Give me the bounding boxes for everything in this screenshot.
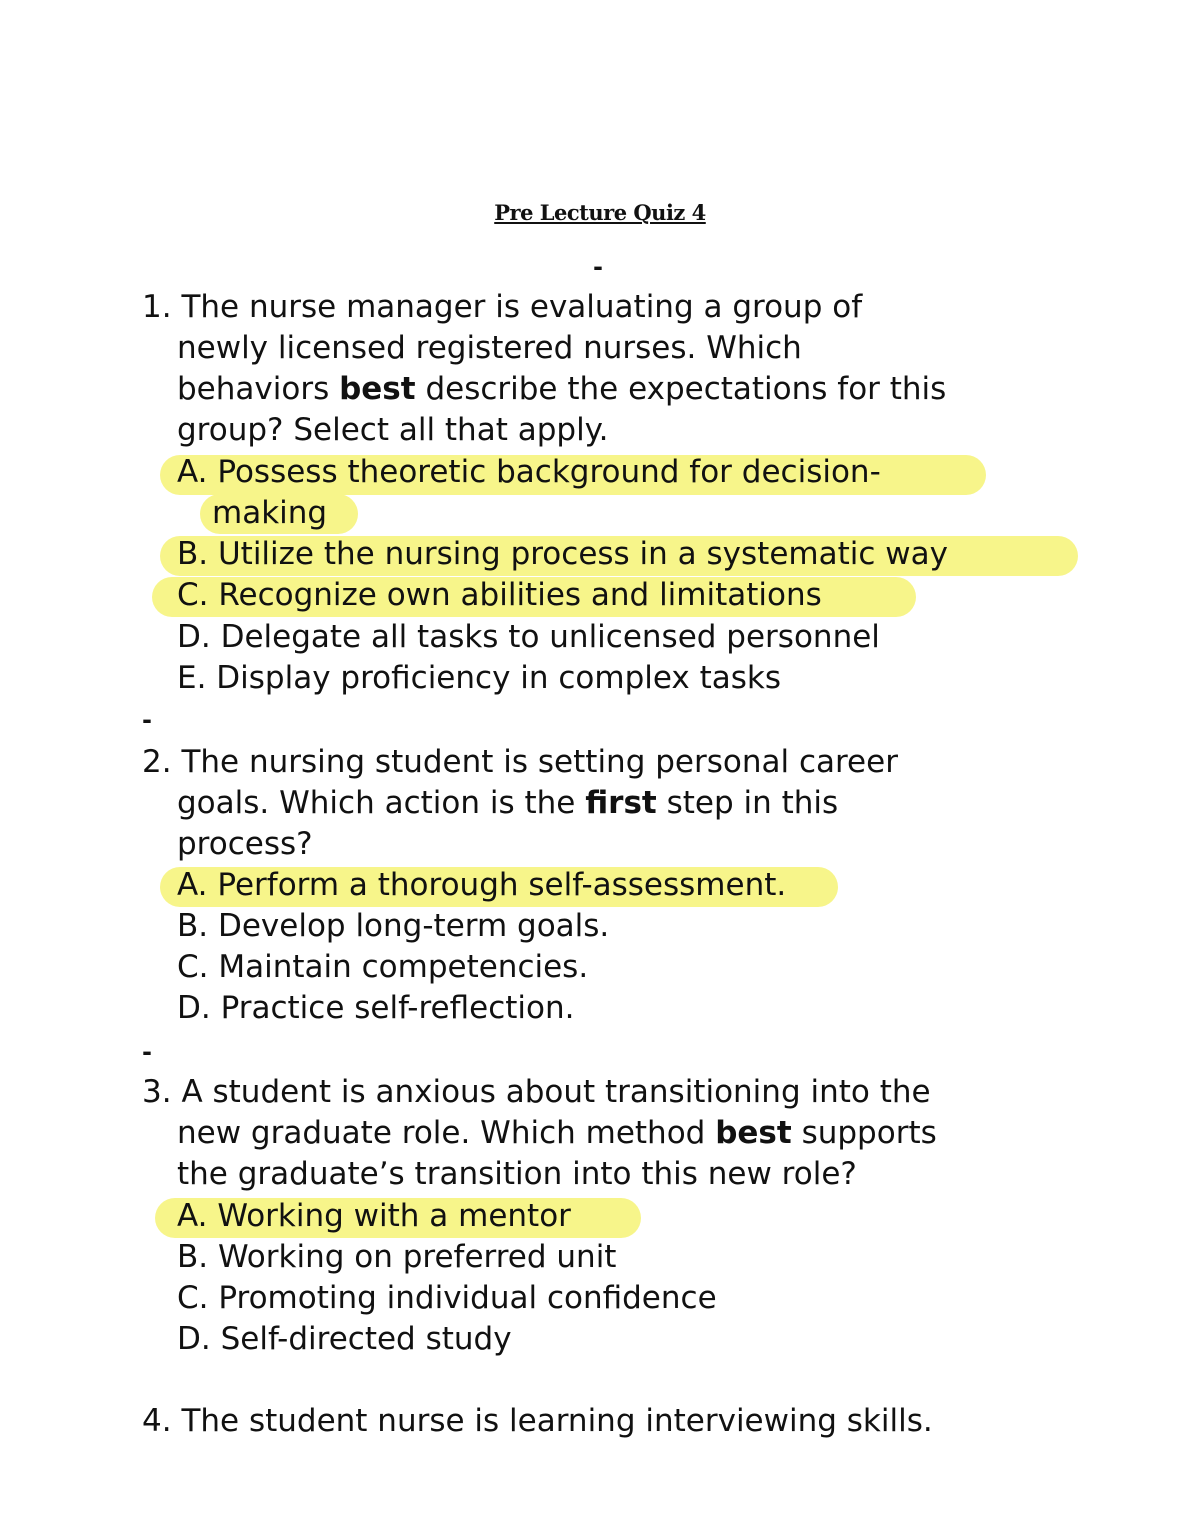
- question-number: 3.: [142, 1074, 172, 1110]
- option-3c: C. Promoting individual confidence: [177, 1280, 717, 1316]
- emphasis-best: best: [715, 1115, 792, 1151]
- option-2d: D. Practice self-reflection.: [177, 990, 575, 1026]
- question-3-line-1: 3. A student is anxious about transitioning into the: [142, 1074, 931, 1110]
- option-3b: B. Working on preferred unit: [177, 1239, 617, 1275]
- separator-dash: -: [142, 706, 152, 734]
- question-1-line-4: group? Select all that apply.: [177, 412, 609, 448]
- question-3-line-3: the graduate’s transition into this new role?: [177, 1156, 857, 1192]
- question-1-line-2: newly licensed registered nurses. Which: [177, 330, 802, 366]
- question-4-line-1: 4. The student nurse is learning interviewing skills.: [142, 1403, 933, 1439]
- question-2-line-2: goals. Which action is the first step in this: [177, 785, 839, 821]
- option-2c: C. Maintain competencies.: [177, 949, 589, 985]
- option-2a: A. Perform a thorough self-assessment.: [177, 867, 787, 903]
- option-1d: D. Delegate all tasks to unlicensed personnel: [177, 619, 880, 655]
- option-2b: B. Develop long-term goals.: [177, 908, 610, 944]
- question-2-line-1: 2. The nursing student is setting personal career: [142, 744, 898, 780]
- question-3-line-2: new graduate role. Which method best supports: [177, 1115, 937, 1151]
- question-number: 4.: [142, 1403, 172, 1439]
- question-2-line-3: process?: [177, 826, 313, 862]
- option-1c: C. Recognize own abilities and limitations: [177, 577, 822, 613]
- separator-dash: -: [593, 253, 603, 281]
- question-1-line-3: behaviors best describe the expectations for this: [177, 371, 947, 407]
- question-number: 2.: [142, 744, 172, 780]
- option-1b: B. Utilize the nursing process in a systematic way: [177, 536, 948, 572]
- question-number: 1.: [142, 289, 172, 325]
- option-1e: E. Display proficiency in complex tasks: [177, 660, 782, 696]
- page-title: Pre Lecture Quiz 4: [494, 200, 706, 225]
- option-1a: A. Possess theoretic background for decision-: [177, 454, 881, 490]
- separator-dash: -: [142, 1038, 152, 1066]
- emphasis-first: first: [585, 785, 657, 821]
- option-1a-continued: making: [212, 495, 328, 531]
- option-3a: A. Working with a mentor: [177, 1198, 571, 1234]
- emphasis-best: best: [339, 371, 416, 407]
- option-3d: D. Self-directed study: [177, 1321, 512, 1357]
- question-1-line-1: 1. The nurse manager is evaluating a group of: [142, 289, 863, 325]
